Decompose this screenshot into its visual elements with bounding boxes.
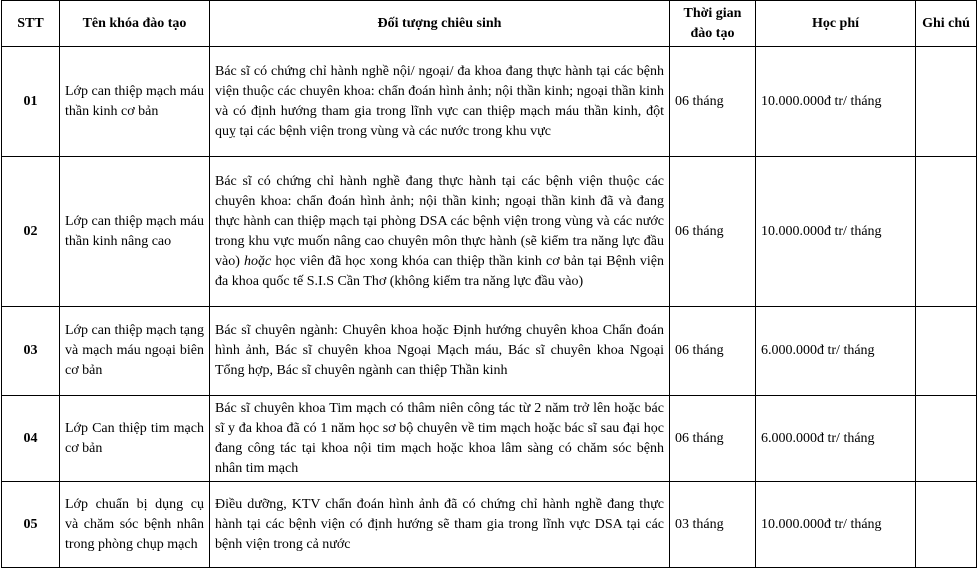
header-note: Ghi chú xyxy=(916,1,977,47)
table-row xyxy=(2,396,977,482)
row-target xyxy=(210,482,670,568)
header-course: Tên khóa đào tạo xyxy=(60,1,210,47)
table-row xyxy=(2,157,977,307)
row-note xyxy=(916,47,977,157)
row-target xyxy=(210,47,670,157)
row-duration: 06 tháng xyxy=(670,47,756,157)
row-target-text: Điều dưỡng, KTV chẩn đoán hình ảnh đã có chứng chỉ hành nghề đang thực hành tại các bệnh viện có định hướng sẽ tham gia trong lĩnh vực DSA tại các bệnh viện trong cả nước xyxy=(215,496,664,552)
row-fee: 10.000.000đ tr/ tháng xyxy=(756,47,916,157)
row-fee: 10.000.000đ tr/ tháng xyxy=(756,482,916,568)
row-note xyxy=(916,396,977,482)
row-stt: 05 xyxy=(2,482,60,568)
header-row xyxy=(2,1,977,47)
row-target xyxy=(210,157,670,307)
row-target xyxy=(210,396,670,482)
row-target-text: Bác sĩ chuyên ngành: Chuyên khoa hoặc Định hướng chuyên khoa Chẩn đoán hình ảnh, Bác sĩ chuyên khoa Ngoại Mạch máu, Bác sĩ chuyên khoa Ngoại Tổng hợp, Bác sĩ chuyên ngành can thiệp Thần kinh xyxy=(215,323,664,378)
row-duration: 06 tháng xyxy=(670,396,756,482)
table-row xyxy=(2,482,977,568)
row-fee: 6.000.000đ tr/ tháng xyxy=(756,396,916,482)
row-course-name: Lớp can thiệp mạch máu thần kinh cơ bản xyxy=(60,47,210,157)
row-target-text: Bác sĩ chuyên khoa Tim mạch có thâm niên công tác từ 2 năm trở lên hoặc bác sĩ y đa khoa đã có 1 năm học sơ bộ chuyên về tim mạch hoặc bác sĩ sau đại học đang công tác tại khoa nội tim mạch hoặc khoa lâm sàng có chăm sóc bệnh nhân tim mạch xyxy=(215,400,664,476)
row-stt: 03 xyxy=(2,307,60,396)
row-course-name: Lớp chuẩn bị dụng cụ và chăm sóc bệnh nhân trong phòng chụp mạch xyxy=(60,482,210,568)
table-row xyxy=(2,47,977,157)
row-note xyxy=(916,482,977,568)
row-stt: 02 xyxy=(2,157,60,307)
row-target-text-after: học viên đã học xong khóa can thiệp thần kinh cơ bản tại Bệnh viện đa khoa quốc tế S.I.S Cần Thơ (không kiểm tra năng lực đầu vào) xyxy=(215,253,665,289)
header-duration: Thời gian đào tạo xyxy=(670,1,756,47)
row-course-name: Lớp Can thiệp tim mạch cơ bản xyxy=(60,396,210,482)
header-fee: Học phí xyxy=(756,1,916,47)
header-stt: STT xyxy=(2,1,60,47)
row-target-italic: hoặc xyxy=(244,253,272,269)
row-target xyxy=(210,307,670,396)
row-duration: 06 tháng xyxy=(670,157,756,307)
row-note xyxy=(916,307,977,396)
row-stt: 04 xyxy=(2,396,60,482)
row-fee: 10.000.000đ tr/ tháng xyxy=(756,157,916,307)
row-duration: 06 tháng xyxy=(670,307,756,396)
row-course-name: Lớp can thiệp mạch máu thần kinh nâng cao xyxy=(60,157,210,307)
row-course-name: Lớp can thiệp mạch tạng và mạch máu ngoại biên cơ bản xyxy=(60,307,210,396)
row-note xyxy=(916,157,977,307)
header-target: Đối tượng chiêu sinh xyxy=(210,1,670,47)
training-courses-table xyxy=(1,0,977,568)
row-fee: 6.000.000đ tr/ tháng xyxy=(756,307,916,396)
row-target-text: Bác sĩ có chứng chỉ hành nghề nội/ ngoại/ đa khoa đang thực hành tại các bệnh viện thuộc các chuyên khoa: chẩn đoán hình ảnh; nội thần kinh; ngoại thần kinh và có định hướng tham gia trong lĩnh vực can thiệp mạch máu thần kinh, đột quỵ tại các bệnh viện trong vùng và các nước trong khu vực xyxy=(215,63,664,139)
table-row xyxy=(2,307,977,396)
row-stt: 01 xyxy=(2,47,60,157)
row-duration: 03 tháng xyxy=(670,482,756,568)
row-target-text: Bác sĩ có chứng chỉ hành nghề đang thực hành tại các bệnh viện thuộc các chuyên khoa: chẩn đoán hình ảnh; nội thần kinh; ngoại thần kinh đã và đang thực hành can thiệp mạch tại phòng DSA các bệnh viện trong vùng và các nước trong khu vực muốn nâng cao chuyên môn thực hành (sẽ kiểm tra năng lực đầu vào) xyxy=(215,173,664,269)
